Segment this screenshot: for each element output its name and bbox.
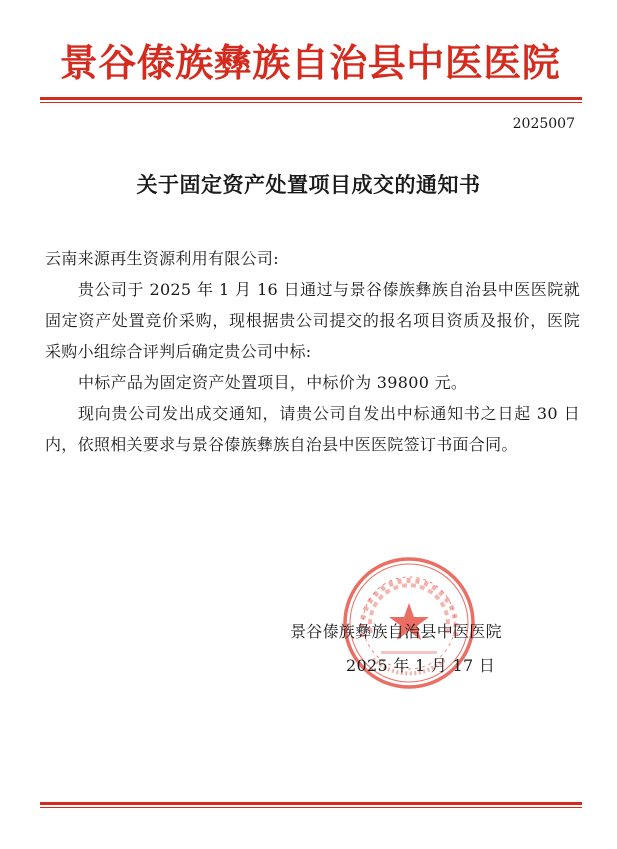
letterhead-rule-thick	[40, 97, 582, 100]
footer-rule-thick	[40, 802, 582, 805]
signature-block	[290, 615, 502, 683]
body-paragraph-3: 现向贵公司发出成交通知，请贵公司自发出中标通知书之日起 30 日内，依照相关要求与景谷傣族彝族自治县中医医院签订书面合同。	[45, 404, 580, 454]
letterhead-rule-thin	[40, 102, 582, 103]
footer-rule-thin	[40, 807, 582, 808]
document-body	[45, 243, 580, 460]
document-title: 关于固定资产处置项目成交的通知书	[136, 172, 481, 197]
letterhead-title: 景谷傣族彝族自治县中医医院	[59, 40, 561, 85]
signature-date: 2025 年 1 月 17 日	[346, 656, 496, 675]
salutation: 云南来源再生资源利用有限公司:	[45, 249, 279, 268]
body-paragraph-2: 中标产品为固定资产处置项目，中标价为 39800 元。	[78, 373, 468, 392]
signature-org: 景谷傣族彝族自治县中医医院	[290, 622, 502, 641]
document-number: 2025007	[512, 116, 575, 132]
body-paragraph-1: 贵公司于 2025 年 1 月 16 日通过与景谷傣族彝族自治县中医医院就固定资产处置竞价采购，现根据贵公司提交的报名项目资质及报价，医院采购小组综合评判后确定贵公司中标:	[45, 280, 580, 361]
